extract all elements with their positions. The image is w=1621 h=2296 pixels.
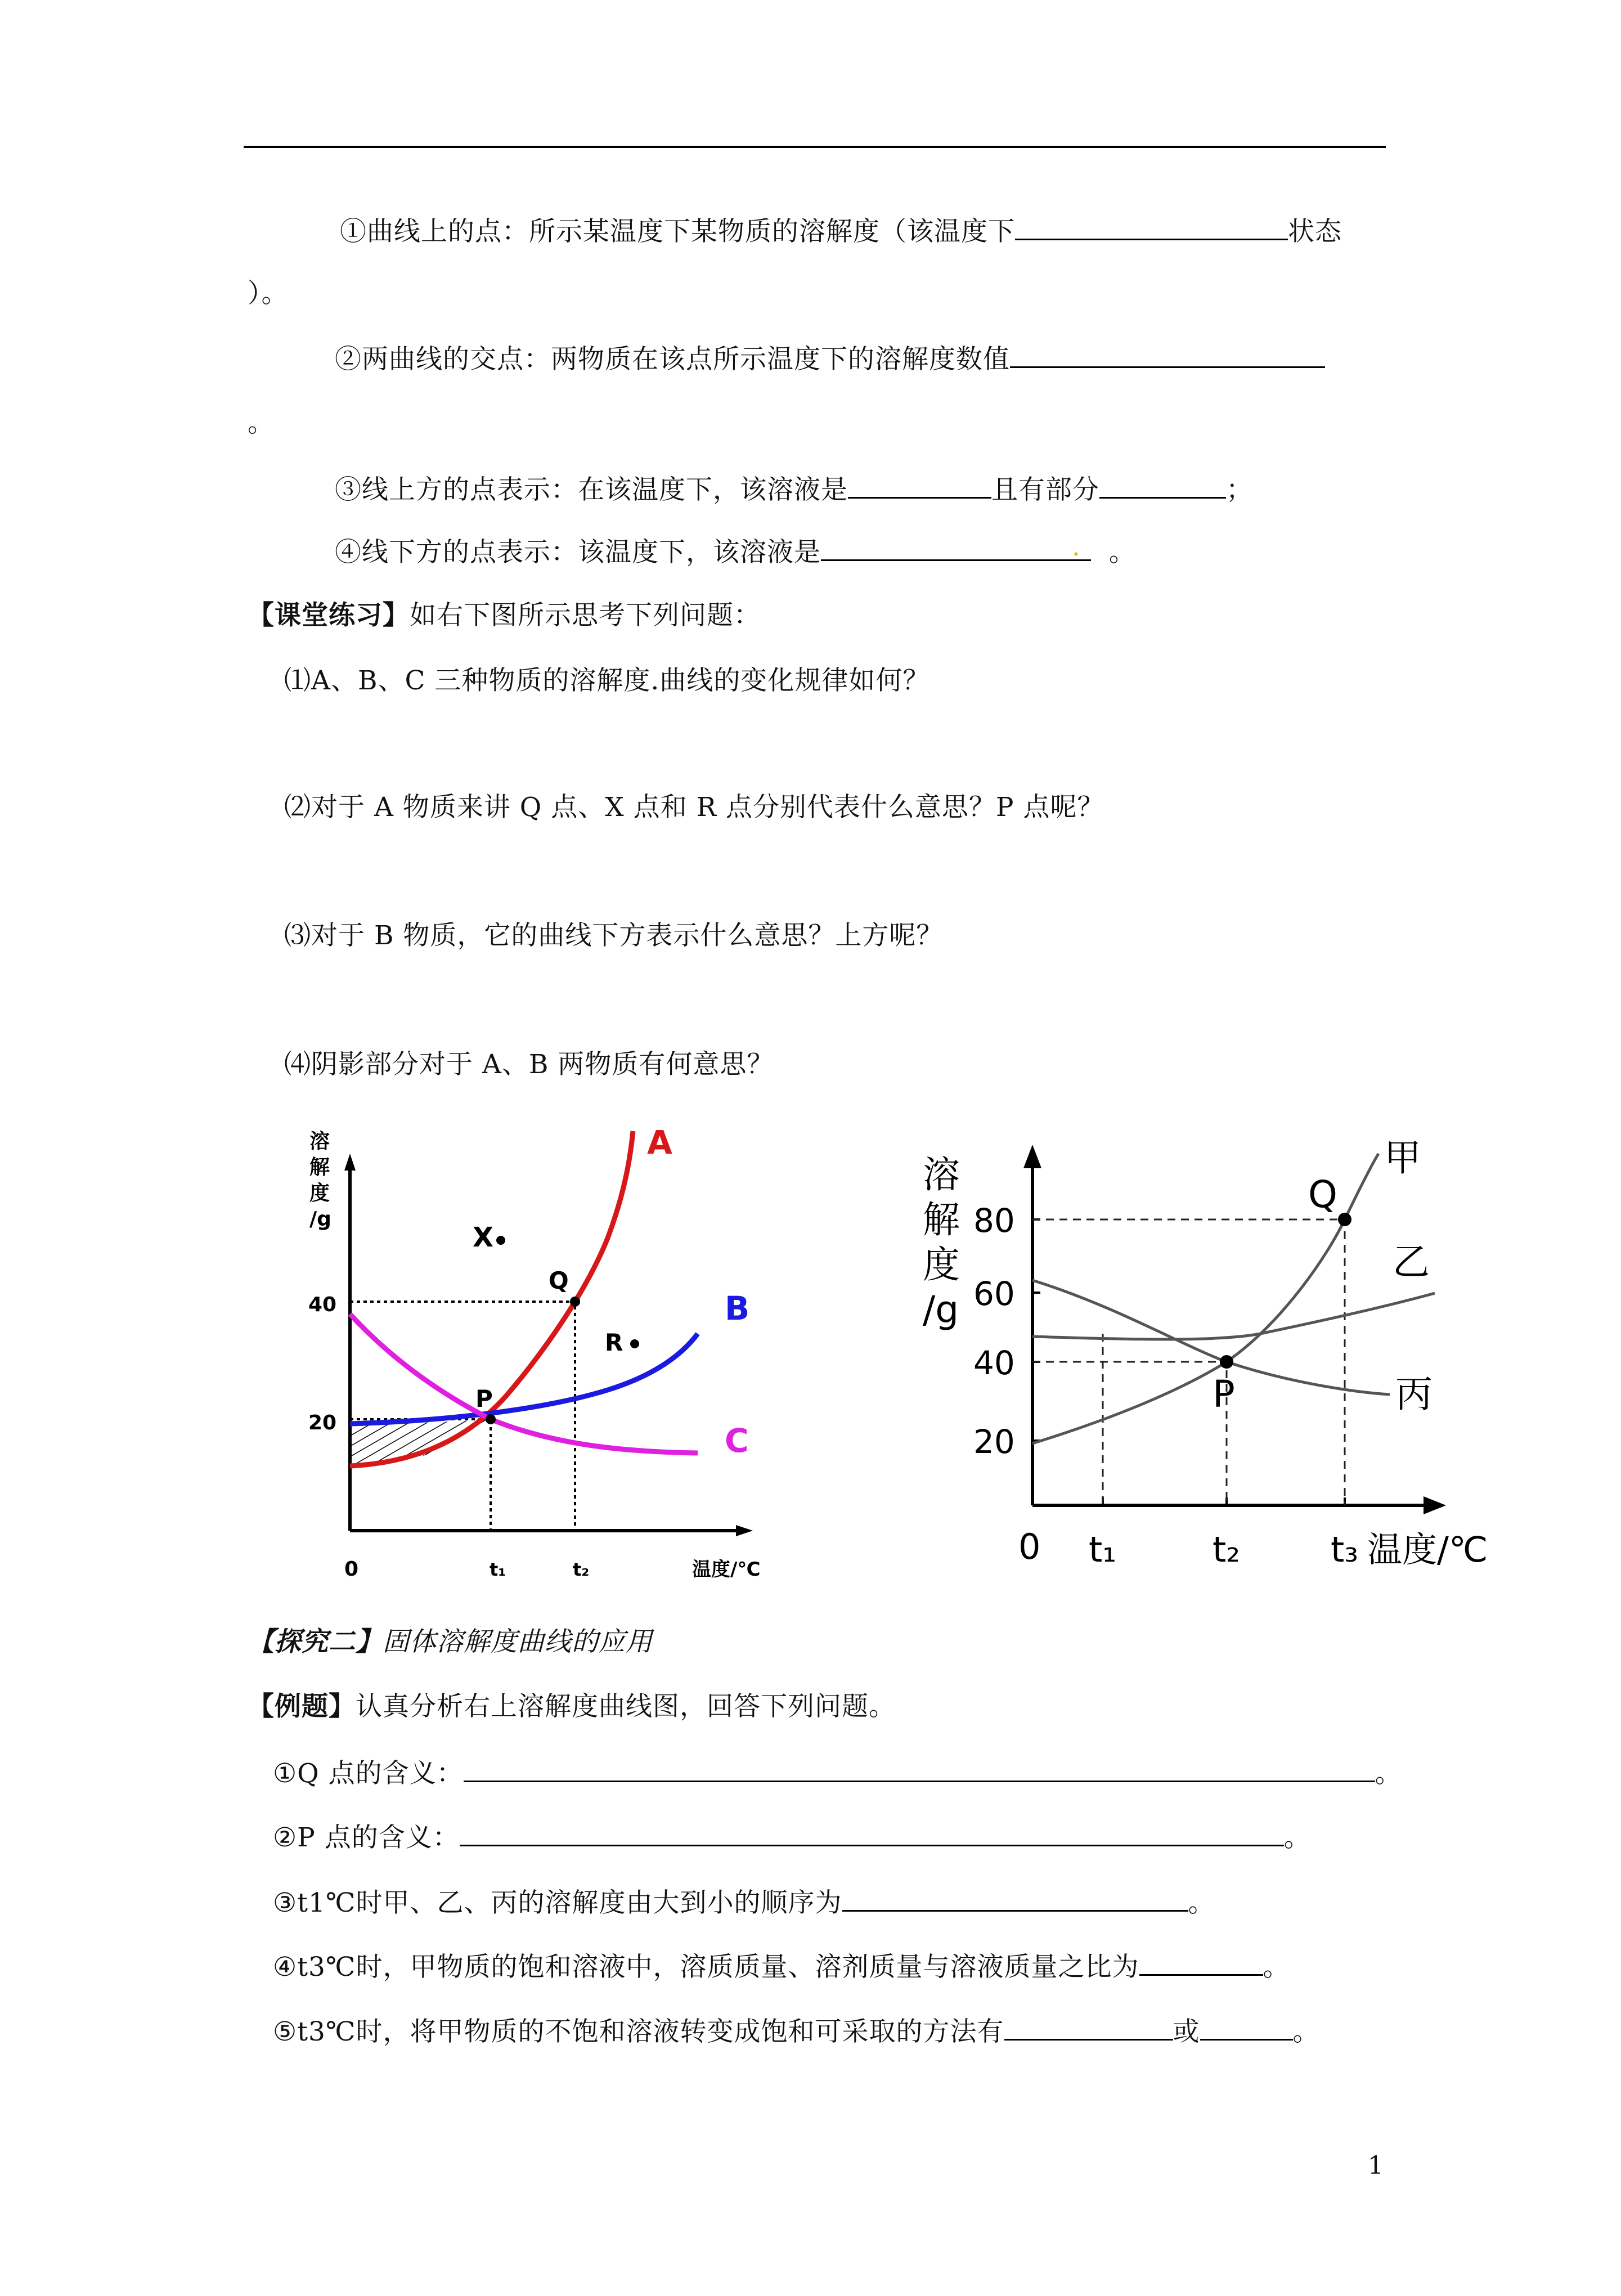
series-label-B: B <box>725 1289 750 1328</box>
point-label-Q: Q <box>549 1267 569 1294</box>
point-label-R: R <box>605 1329 623 1356</box>
series-label-yi: 乙 <box>1393 1240 1430 1284</box>
question-4: ⑷阴影部分对于 A、B 两物质有何意思？ <box>284 1049 774 1080</box>
chart1-plot <box>308 1125 761 1581</box>
blank[interactable] <box>1139 1948 1263 1976</box>
x-axis-arrow <box>736 1525 753 1536</box>
x-tick-label: t₁ <box>1089 1529 1117 1570</box>
y-axis-label-char: /g <box>309 1208 331 1231</box>
line-1: ①曲线上的点：所示某温度下某物质的溶解度（该温度下 状态 <box>340 213 1342 249</box>
x-tick-label: t₁ <box>490 1559 506 1580</box>
example-2: ②P 点的含义： 。 <box>273 1819 1311 1855</box>
example-3: ③t1℃时甲、乙、丙的溶解度由大到小的顺序为 。 <box>273 1884 1215 1920</box>
y-tick-label: 60 <box>973 1275 1015 1313</box>
chart2-plot <box>923 1137 1488 1570</box>
blank[interactable] <box>464 1755 1375 1782</box>
x-tick-label: t₃ <box>1331 1529 1359 1570</box>
x-axis-label: 温度/℃ <box>1367 1529 1488 1570</box>
y-axis-label-char: 度 <box>309 1182 330 1205</box>
origin-label: 0 <box>344 1558 359 1581</box>
y-tick-label: 20 <box>973 1423 1015 1461</box>
curve-yi <box>1032 1293 1435 1339</box>
series-label-C: C <box>725 1421 749 1460</box>
line-6: ④线下方的点表示：该温度下，该溶液是 . 。 <box>335 531 1136 568</box>
example-1: ①Q 点的含义： 。 <box>273 1755 1402 1791</box>
x-tick-label: t₂ <box>1213 1529 1241 1570</box>
point-label-Q: Q <box>1308 1173 1337 1216</box>
x-tick-label: t₂ <box>573 1559 590 1580</box>
y-tick-label: 40 <box>973 1344 1015 1382</box>
explore-heading: 【探究二】固体溶解度曲线的应用 <box>248 1626 653 1657</box>
y-axis-label-char: 溶 <box>923 1153 960 1196</box>
point-P <box>1220 1355 1233 1369</box>
solubility-chart-abc <box>293 1125 810 1598</box>
blank[interactable] <box>1010 340 1325 368</box>
blank[interactable] <box>460 1819 1284 1846</box>
y-axis-label-char: 解 <box>923 1198 960 1241</box>
point-Q <box>1338 1213 1351 1226</box>
line-5: ③线上方的点表示：在该温度下，该溶液是 且有部分 ； <box>335 471 1253 507</box>
y-axis-label-char: 溶 <box>309 1130 330 1153</box>
y-axis-arrow <box>1023 1145 1041 1168</box>
y-tick-label: 20 <box>308 1411 337 1434</box>
blank[interactable] <box>1099 471 1226 499</box>
solubility-chart-jiayibing <box>900 1137 1519 1587</box>
curve-B <box>350 1334 698 1424</box>
y-tick-label: 80 <box>973 1201 1015 1240</box>
question-3: ⑶对于 B 物质，它的曲线下方表示什么意思？上方呢？ <box>284 920 944 951</box>
point-R <box>630 1339 639 1348</box>
series-label-A: A <box>647 1125 672 1162</box>
point-label-P: P <box>475 1385 493 1412</box>
blank[interactable] <box>848 471 991 499</box>
point-X <box>496 1236 505 1245</box>
y-tick-label: 40 <box>308 1293 337 1316</box>
series-label-bing: 丙 <box>1395 1373 1433 1416</box>
x-axis-arrow <box>1424 1496 1446 1514</box>
page-number: 1 <box>1368 2151 1384 2180</box>
line-3: ②两曲线的交点：两物质在该点所示温度下的溶解度数值 <box>335 340 1325 376</box>
example-5: ⑤t3℃时，将甲物质的不饱和溶液转变成饱和可采取的方法有 或 。 <box>273 2013 1320 2049</box>
origin-label: 0 <box>1018 1526 1041 1567</box>
question-2: ⑵对于 A 物质来讲 Q 点、X 点和 R 点分别代表什么意思？P 点呢？ <box>284 792 1104 823</box>
line-2: ）。 <box>248 278 289 309</box>
y-axis-label-char: /g <box>923 1288 959 1331</box>
example-heading: 【例题】认真分析右上溶解度曲线图，回答下列问题。 <box>248 1691 896 1722</box>
y-axis-arrow <box>344 1154 356 1171</box>
point-label-P: P <box>1213 1373 1235 1416</box>
blank[interactable] <box>1004 2013 1173 2041</box>
x-axis-label: 温度/℃ <box>692 1558 761 1581</box>
header-rule <box>244 146 1386 148</box>
series-label-jia: 甲 <box>1384 1137 1421 1180</box>
y-axis-label-char: 解 <box>309 1156 330 1179</box>
point-Q <box>570 1297 580 1307</box>
blank[interactable] <box>1015 213 1288 240</box>
line-4: 。 <box>248 407 275 438</box>
blank[interactable] <box>1200 2013 1293 2041</box>
example-4: ④t3℃时，甲物质的饱和溶液中，溶质质量、溶剂质量与溶液质量之比为 。 <box>273 1948 1290 1984</box>
blank[interactable]: . <box>821 533 1091 561</box>
point-P <box>486 1414 496 1424</box>
point-label-X: X <box>473 1222 494 1253</box>
practice-heading: 【课堂练习】如右下图所示思考下列问题： <box>248 600 761 631</box>
y-axis-label-char: 度 <box>923 1243 960 1286</box>
question-1: ⑴A、B、C 三种物质的溶解度.曲线的变化规律如何？ <box>284 665 930 696</box>
blank[interactable] <box>842 1884 1188 1912</box>
